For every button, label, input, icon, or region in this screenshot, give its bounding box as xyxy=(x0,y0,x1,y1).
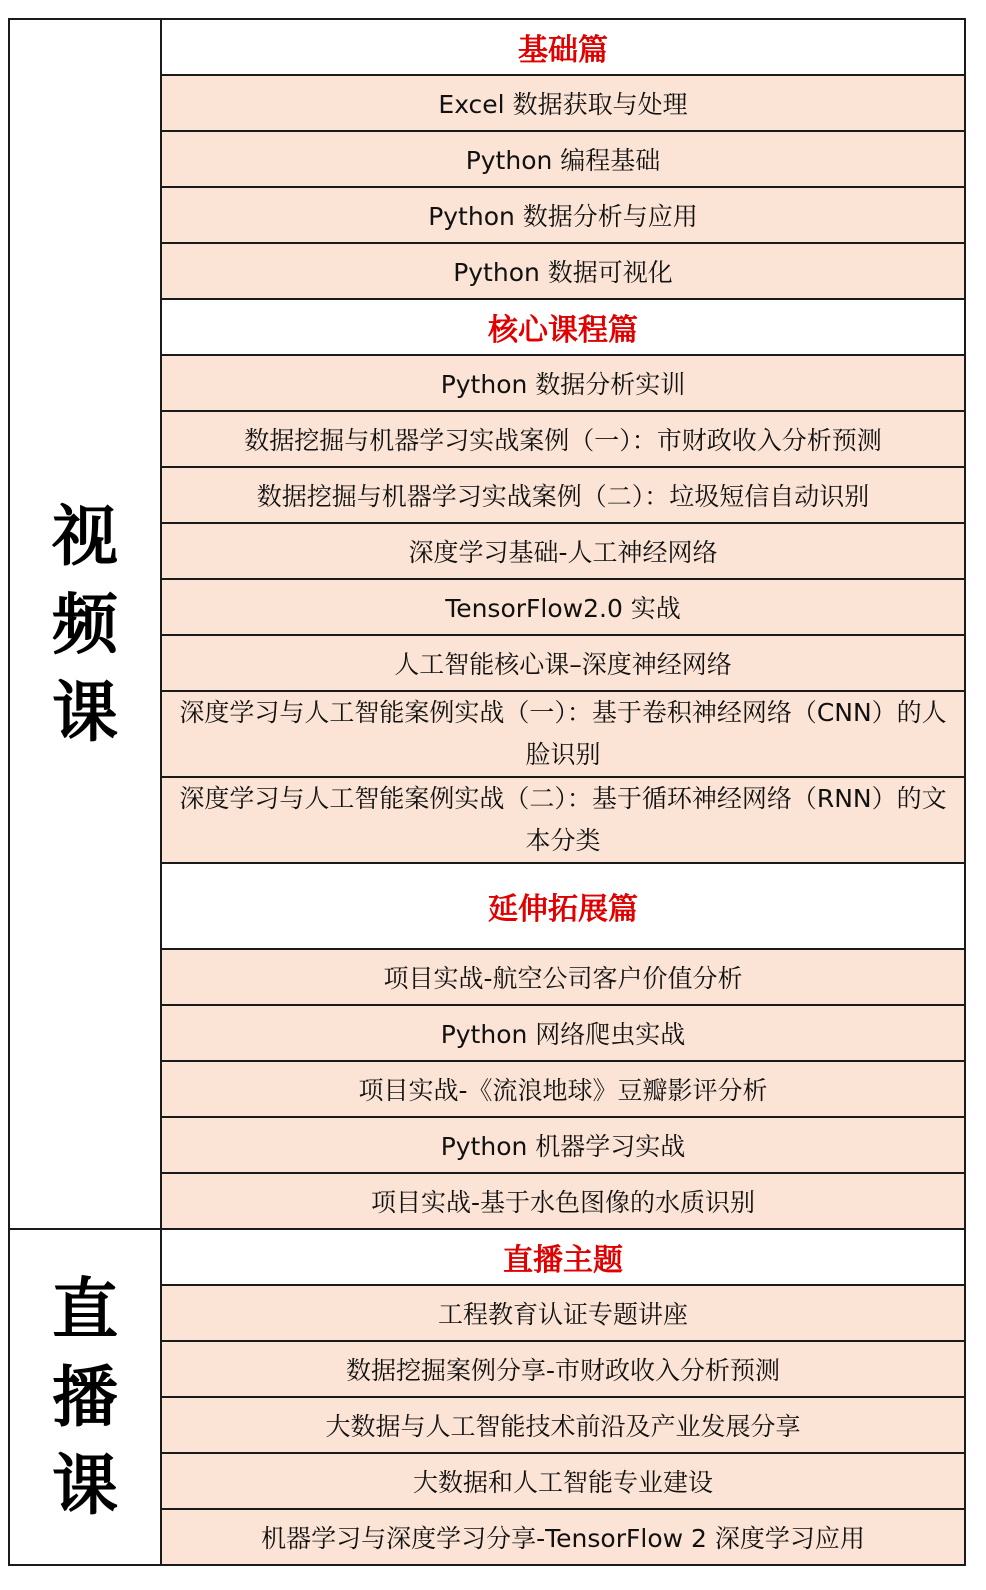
section-heading: 基础篇 xyxy=(162,20,964,76)
course-item: 项目实战-基于水色图像的水质识别 xyxy=(162,1174,964,1228)
course-item: TensorFlow2.0 实战 xyxy=(162,580,964,636)
course-item: 机器学习与深度学习分享-TensorFlow 2 深度学习应用 xyxy=(162,1510,964,1564)
course-item: 人工智能核心课–深度神经网络 xyxy=(162,636,964,692)
video-course-group xyxy=(10,20,964,1230)
group-label: 视频课 xyxy=(52,497,118,751)
group-label-cell xyxy=(10,1230,162,1564)
course-item: Python 数据可视化 xyxy=(162,244,964,300)
course-list xyxy=(162,1230,964,1564)
course-item: Python 机器学习实战 xyxy=(162,1118,964,1174)
course-item: Excel 数据获取与处理 xyxy=(162,76,964,132)
live-course-group xyxy=(10,1230,964,1564)
course-item: 项目实战-《流浪地球》豆瓣影评分析 xyxy=(162,1062,964,1118)
course-item: 深度学习基础-人工神经网络 xyxy=(162,524,964,580)
course-item: 深度学习与人工智能案例实战（二）：基于循环神经网络（RNN）的文本分类 xyxy=(162,778,964,864)
course-item: Python 数据分析与应用 xyxy=(162,188,964,244)
course-item: Python 网络爬虫实战 xyxy=(162,1006,964,1062)
course-item: Python 数据分析实训 xyxy=(162,356,964,412)
course-item: 深度学习与人工智能案例实战（一）：基于卷积神经网络（CNN）的人脸识别 xyxy=(162,692,964,778)
course-item: Python 编程基础 xyxy=(162,132,964,188)
section-heading: 延伸拓展篇 xyxy=(162,864,964,950)
course-table xyxy=(8,18,966,1566)
course-item: 工程教育认证专题讲座 xyxy=(162,1286,964,1342)
course-item: 数据挖掘与机器学习实战案例（一）：市财政收入分析预测 xyxy=(162,412,964,468)
course-item: 数据挖掘案例分享-市财政收入分析预测 xyxy=(162,1342,964,1398)
section-heading: 核心课程篇 xyxy=(162,300,964,356)
group-label: 直播课 xyxy=(52,1270,118,1524)
course-item: 项目实战-航空公司客户价值分析 xyxy=(162,950,964,1006)
course-item: 大数据与人工智能技术前沿及产业发展分享 xyxy=(162,1398,964,1454)
section-heading: 直播主题 xyxy=(162,1230,964,1286)
group-label-cell xyxy=(10,20,162,1228)
course-item: 数据挖掘与机器学习实战案例（二）：垃圾短信自动识别 xyxy=(162,468,964,524)
course-item: 大数据和人工智能专业建设 xyxy=(162,1454,964,1510)
course-list xyxy=(162,20,964,1228)
